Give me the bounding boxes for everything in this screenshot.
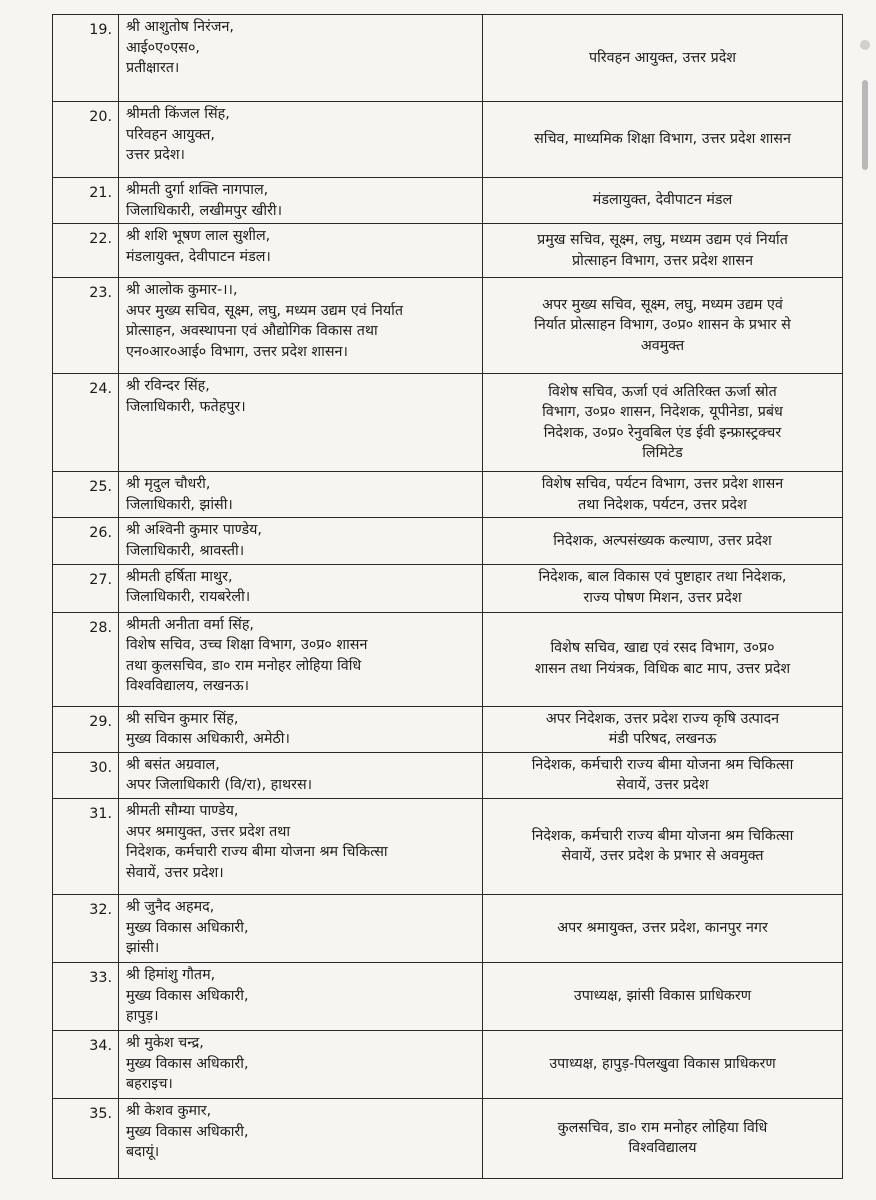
posting-detail-line: निदेशक, अल्पसंख्यक कल्याण, उत्तर प्रदेश bbox=[553, 532, 772, 549]
officer-detail-line: मुख्य विकास अधिकारी, bbox=[126, 919, 249, 936]
new-posting-cell bbox=[483, 962, 843, 1030]
officer-detail-line: विश्वविद्यालय, लखनऊ। bbox=[126, 678, 250, 695]
posting-detail-line: उपाध्यक्ष, हापुड़-पिलखुवा विकास प्राधिकरण bbox=[549, 1056, 776, 1073]
officer-name-cell bbox=[119, 224, 483, 278]
posting-detail-line: विश्वविद्यालय bbox=[628, 1140, 697, 1157]
posting-detail-line: विशेष सचिव, खाद्य एवं रसद विभाग, उ०प्र० bbox=[550, 640, 775, 657]
serial-number-cell bbox=[53, 224, 119, 278]
new-posting-cell bbox=[483, 798, 843, 894]
officer-name-cell bbox=[119, 15, 483, 102]
posting-detail-line: प्रोत्साहन विभाग, उत्तर प्रदेश शासन bbox=[571, 252, 754, 269]
officer-detail-line: विशेष सचिव, उच्च शिक्षा विभाग, उ०प्र० शासन bbox=[126, 637, 368, 654]
officer-detail-line: श्री आलोक कुमार-।।, bbox=[126, 282, 238, 299]
officer-detail-line: मंडलायुक्त, देवीपाटन मंडल। bbox=[126, 248, 271, 265]
table-row bbox=[53, 374, 843, 472]
posting-detail-line: विभाग, उ०प्र० शासन, निदेशक, यूपीनेडा, प्रबंध bbox=[542, 404, 783, 421]
serial-number: 19. bbox=[89, 22, 112, 38]
posting-detail-line: निदेशक, कर्मचारी राज्य बीमा योजना श्रम चिकित्सा bbox=[531, 827, 794, 844]
officer-detail-line: प्रोत्साहन, अवस्थापना एवं औद्योगिक विकास तथा bbox=[126, 323, 378, 340]
serial-number: 35. bbox=[89, 1105, 112, 1122]
officer-detail-line: श्री शशि भूषण लाल सुशील, bbox=[126, 228, 271, 245]
serial-number-cell bbox=[53, 752, 119, 798]
serial-number: 21. bbox=[89, 185, 112, 201]
officer-name-cell bbox=[119, 706, 483, 752]
table-row bbox=[53, 962, 843, 1030]
posting-detail-line: राज्य पोषण मिशन, उत्तर प्रदेश bbox=[583, 590, 742, 607]
serial-number-cell bbox=[53, 798, 119, 894]
scrollbar-thumb[interactable] bbox=[862, 80, 868, 170]
posting-detail-line: अपर श्रमायुक्त, उत्तर प्रदेश, कानपुर नगर bbox=[557, 920, 768, 937]
serial-number-cell bbox=[53, 102, 119, 178]
officer-detail-line: प्रतीक्षारत। bbox=[126, 60, 180, 77]
table-row bbox=[53, 564, 843, 612]
serial-number-cell bbox=[53, 1030, 119, 1098]
officer-detail-line: आई०ए०एस०, bbox=[126, 39, 200, 56]
new-posting-cell bbox=[483, 1098, 843, 1178]
officer-name-cell bbox=[119, 178, 483, 224]
officer-detail-line: श्रीमती सौम्या पाण्डेय, bbox=[126, 802, 239, 819]
officer-name-cell bbox=[119, 564, 483, 612]
officer-detail-line: अपर श्रमायुक्त, उत्तर प्रदेश तथा bbox=[126, 823, 291, 840]
new-posting-cell bbox=[483, 224, 843, 278]
serial-number: 22. bbox=[89, 231, 112, 248]
officer-detail-line: मुख्य विकास अधिकारी, bbox=[126, 1123, 249, 1140]
officer-detail-line: परिवहन आयुक्त, bbox=[126, 126, 215, 143]
officer-detail-line: श्री मृदुल चौधरी, bbox=[126, 476, 211, 493]
posting-detail-line: अपर निदेशक, उत्तर प्रदेश राज्य कृषि उत्पादन bbox=[545, 710, 780, 727]
officer-name-cell bbox=[119, 102, 483, 178]
table-row bbox=[53, 518, 843, 564]
new-posting-cell bbox=[483, 1030, 843, 1098]
table-row bbox=[53, 224, 843, 278]
serial-number: 31. bbox=[89, 805, 112, 822]
serial-number-cell bbox=[53, 178, 119, 224]
officer-detail-line: श्रीमती अनीता वर्मा सिंह, bbox=[126, 616, 254, 633]
new-posting-cell bbox=[483, 278, 843, 374]
serial-number: 20. bbox=[89, 109, 112, 125]
officer-detail-line: श्री अश्विनी कुमार पाण्डेय, bbox=[126, 522, 262, 539]
serial-number-cell bbox=[53, 374, 119, 472]
posting-detail-line: विशेष सचिव, पर्यटन विभाग, उत्तर प्रदेश शासन bbox=[541, 476, 784, 493]
table-row bbox=[53, 752, 843, 798]
officer-detail-line: श्रीमती हर्षिता माथुर, bbox=[126, 568, 233, 585]
serial-number-cell bbox=[53, 962, 119, 1030]
officer-detail-line: श्री सचिन कुमार सिंह, bbox=[126, 710, 239, 727]
new-posting-cell bbox=[483, 472, 843, 518]
officer-name-cell bbox=[119, 894, 483, 962]
officer-detail-line: हापुड़। bbox=[126, 1008, 159, 1025]
officer-name-cell bbox=[119, 1098, 483, 1178]
posting-detail-line: तथा निदेशक, पर्यटन, उत्तर प्रदेश bbox=[578, 496, 747, 513]
officer-name-cell bbox=[119, 798, 483, 894]
posting-detail-line: सेवायें, उत्तर प्रदेश के प्रभार से अवमुक्त bbox=[561, 848, 764, 865]
officer-name-cell bbox=[119, 962, 483, 1030]
officer-name-cell bbox=[119, 612, 483, 706]
posting-detail-line: सचिव, माध्यमिक शिक्षा विभाग, उत्तर प्रदेश शासन bbox=[534, 131, 791, 148]
officer-name-cell bbox=[119, 518, 483, 564]
officer-detail-line: मुख्य विकास अधिकारी, bbox=[126, 987, 249, 1004]
officer-detail-line: श्री हिमांशु गौतम, bbox=[126, 966, 216, 983]
officer-detail-line: श्री बसंत अग्रवाल, bbox=[126, 756, 220, 773]
officer-name-cell bbox=[119, 752, 483, 798]
serial-number-cell bbox=[53, 278, 119, 374]
serial-number-cell bbox=[53, 15, 119, 102]
serial-number-cell bbox=[53, 612, 119, 706]
new-posting-cell bbox=[483, 178, 843, 224]
new-posting-cell bbox=[483, 15, 843, 102]
table-row bbox=[53, 15, 843, 102]
posting-detail-line: अपर मुख्य सचिव, सूक्ष्म, लघु, मध्यम उद्यम एवं bbox=[542, 296, 783, 313]
posting-detail-line: अवमुक्त bbox=[640, 337, 685, 354]
new-posting-cell bbox=[483, 564, 843, 612]
posting-detail-line: निर्यात प्रोत्साहन विभाग, उ०प्र० शासन के प्रभार से bbox=[534, 317, 791, 334]
officer-name-cell bbox=[119, 1030, 483, 1098]
new-posting-cell bbox=[483, 374, 843, 472]
new-posting-cell bbox=[483, 894, 843, 962]
serial-number: 25. bbox=[89, 479, 112, 496]
serial-number-cell bbox=[53, 472, 119, 518]
officer-detail-line: एन०आर०आई० विभाग, उत्तर प्रदेश शासन। bbox=[126, 343, 348, 360]
officer-detail-line: श्री केशव कुमार, bbox=[126, 1102, 212, 1119]
posting-detail-line: निदेशक, उ०प्र० रेनुवबिल एंड ईवी इन्फ्रास्ट्रक्चर bbox=[543, 424, 782, 441]
new-posting-cell bbox=[483, 102, 843, 178]
transfer-table bbox=[52, 14, 843, 1179]
serial-number-cell bbox=[53, 894, 119, 962]
serial-number: 30. bbox=[89, 759, 112, 776]
officer-detail-line: अपर जिलाधिकारी (वि/रा), हाथरस। bbox=[126, 777, 313, 794]
posting-detail-line: परिवहन आयुक्त, उत्तर प्रदेश bbox=[588, 49, 737, 66]
table-row bbox=[53, 102, 843, 178]
posting-detail-line: शासन तथा नियंत्रक, विधिक बाट माप, उत्तर प्रदेश bbox=[534, 661, 791, 678]
officer-name-cell bbox=[119, 472, 483, 518]
posting-detail-line: प्रमुख सचिव, सूक्ष्म, लघु, मध्यम उद्यम एवं निर्यात bbox=[537, 232, 788, 249]
officer-detail-line: श्री जुनैद अहमद, bbox=[126, 898, 215, 915]
serial-number: 24. bbox=[89, 381, 112, 398]
officer-detail-line: निदेशक, कर्मचारी राज्य बीमा योजना श्रम चिकित्सा bbox=[126, 844, 388, 861]
new-posting-cell bbox=[483, 752, 843, 798]
transfer-table-body bbox=[53, 15, 843, 1179]
serial-number: 29. bbox=[89, 713, 112, 730]
posting-detail-line: कुलसचिव, डा० राम मनोहर लोहिया विधि bbox=[557, 1119, 768, 1136]
officer-detail-line: बदायूं। bbox=[126, 1144, 160, 1161]
officer-detail-line: श्री रविन्दर सिंह, bbox=[126, 378, 210, 395]
table-row bbox=[53, 178, 843, 224]
serial-number-cell bbox=[53, 706, 119, 752]
officer-detail-line: मुख्य विकास अधिकारी, अमेठी। bbox=[126, 731, 290, 748]
table-row bbox=[53, 798, 843, 894]
posting-detail-line: विशेष सचिव, ऊर्जा एवं अतिरिक्त ऊर्जा स्रोत bbox=[548, 383, 777, 400]
serial-number-cell bbox=[53, 1098, 119, 1178]
officer-detail-line: श्री मुकेश चन्द्र, bbox=[126, 1034, 204, 1051]
serial-number: 28. bbox=[89, 619, 112, 636]
officer-detail-line: सेवायें, उत्तर प्रदेश। bbox=[126, 864, 224, 881]
posting-detail-line: उपाध्यक्ष, झांसी विकास प्राधिकरण bbox=[573, 988, 752, 1005]
serial-number: 26. bbox=[89, 525, 112, 542]
officer-detail-line: श्री आशुतोष निरंजन, bbox=[126, 19, 234, 35]
serial-number: 32. bbox=[89, 901, 112, 918]
serial-number: 27. bbox=[89, 571, 112, 588]
posting-detail-line: सेवायें, उत्तर प्रदेश bbox=[616, 777, 709, 794]
officer-detail-line: जिलाधिकारी, फतेहपुर। bbox=[126, 398, 246, 415]
table-row bbox=[53, 278, 843, 374]
table-row bbox=[53, 1098, 843, 1178]
officer-detail-line: जिलाधिकारी, श्रावस्ती। bbox=[126, 542, 245, 559]
posting-detail-line: निदेशक, बाल विकास एवं पुष्टाहार तथा निदेशक, bbox=[538, 569, 787, 586]
officer-detail-line: जिलाधिकारी, रायबरेली। bbox=[126, 589, 251, 606]
officer-detail-line: जिलाधिकारी, लखीमपुर खीरी। bbox=[126, 202, 283, 219]
table-row bbox=[53, 1030, 843, 1098]
table-row bbox=[53, 472, 843, 518]
officer-detail-line: अपर मुख्य सचिव, सूक्ष्म, लघु, मध्यम उद्यम एवं निर्यात bbox=[126, 302, 403, 319]
serial-number-cell bbox=[53, 518, 119, 564]
posting-detail-line: निदेशक, कर्मचारी राज्य बीमा योजना श्रम चिकित्सा bbox=[531, 756, 794, 773]
officer-detail-line: श्रीमती दुर्गा शक्ति नागपाल, bbox=[126, 182, 269, 198]
new-posting-cell bbox=[483, 612, 843, 706]
officer-detail-line: बहराइच। bbox=[126, 1076, 173, 1093]
posting-detail-line: लिमिटेड bbox=[642, 445, 683, 462]
table-row bbox=[53, 706, 843, 752]
serial-number: 33. bbox=[89, 969, 112, 986]
serial-number-cell bbox=[53, 564, 119, 612]
posting-detail-line: मंडी परिषद, लखनऊ bbox=[608, 731, 717, 748]
posting-detail-line: मंडलायुक्त, देवीपाटन मंडल bbox=[592, 192, 733, 209]
table-row bbox=[53, 612, 843, 706]
serial-number: 34. bbox=[89, 1037, 112, 1054]
officer-name-cell bbox=[119, 374, 483, 472]
officer-detail-line: झांसी। bbox=[126, 940, 160, 957]
officer-detail-line: उत्तर प्रदेश। bbox=[126, 147, 185, 164]
officer-detail-line: जिलाधिकारी, झांसी। bbox=[126, 496, 233, 513]
serial-number: 23. bbox=[89, 285, 112, 302]
officer-detail-line: तथा कुलसचिव, डा० राम मनोहर लोहिया विधि bbox=[126, 657, 362, 674]
scroll-indicator bbox=[860, 40, 870, 50]
new-posting-cell bbox=[483, 706, 843, 752]
table-row bbox=[53, 894, 843, 962]
officer-detail-line: मुख्य विकास अधिकारी, bbox=[126, 1055, 249, 1072]
officer-detail-line: श्रीमती किंजल सिंह, bbox=[126, 106, 230, 122]
officer-name-cell bbox=[119, 278, 483, 374]
new-posting-cell bbox=[483, 518, 843, 564]
